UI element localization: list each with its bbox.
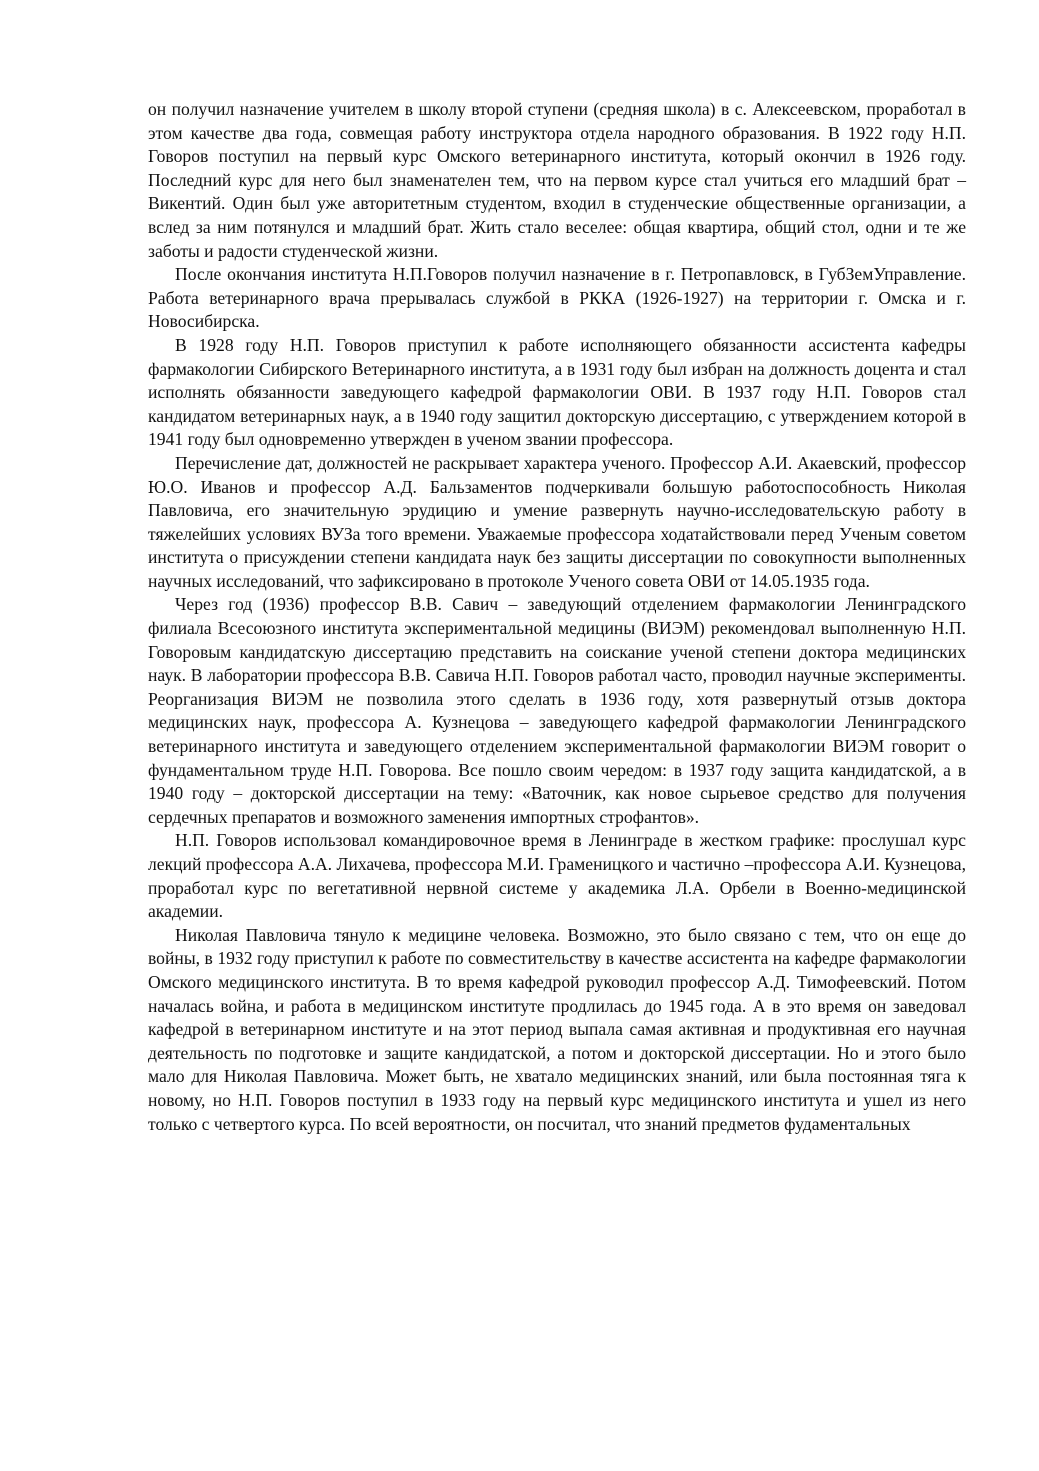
paragraph-4: Перечисление дат, должностей не раскрывает характера ученого. Профессор А.И. Акаевский, профессор Ю.О. Иванов и профессор А.Д. Бальзаментов подчеркивали большую работоспособность Николая Павловича, его значительную эрудицию и умение развернуть научно-исследовательскую работу в тяжелейших условиях ВУЗа того времени. Уважаемые профессора ходатайствовали перед Ученым советом института о присуждении степени кандидата наук без защиты диссертации по совокупности выполненных научных исследований, что зафиксировано в протоколе Ученого совета ОВИ от 14.05.1935 года. [148, 452, 966, 591]
paragraph-6: Н.П. Говоров использовал командировочное время в Ленинграде в жестком графике: прослушал курс лекций профессора А.А. Лихачева, профессора М.И. Граменицкого и частично –профессора А.И. Кузнецова, проработал курс по вегетативной нервной системе у академика Л.А. Орбели в Военно-медицинской академии. [148, 830, 966, 922]
paragraph-1: он получил назначение учителем в школу второй ступени (средняя школа) в с. Алексеевском, проработал в этом качестве два года, совмещая работу инструктора отдела народного образования. В 1922 году Н.П. Говоров поступил на первый курс Омского ветеринарного института, который окончил в 1926 году. Последний курс для него был знаменателен тем, что на первом курсе стал учиться его младший брат – Викентий. Один был уже авторитетным студентом, входил в студенческие общественные организации, а вслед за ним потянулся и младший брат. Жить стало веселее: общая квартира, общий стол, одни и те же заботы и радости студенческой жизни. [148, 99, 966, 261]
paragraph-7: Николая Павловича тянуло к медицине человека. Возможно, это было связано с тем, что он еще до войны, в 1932 году приступил к работе по совместительству в качестве ассистента на кафедре фармакологии Омского медицинского института. В то время кафедрой руководил профессор А.Д. Тимофеевский. Потом началась война, и работа в медицинском институте продлилась до 1945 года. А в это время он заведовал кафедрой в ветеринарном институте и на этот период выпала самая активная и продуктивная его научная деятельность по подготовке и защите кандидатской, а потом и докторской диссертации. Но и этого было мало для Николая Павловича. Может быть, не хватало медицинских знаний, или была постоянная тяга к новому, но Н.П. Говоров поступил в 1933 году на первый курс медицинского института и ушел из него только с четвертого курса. По всей вероятности, он посчитал, что знаний предметов фудаментальных [148, 924, 966, 1134]
document-page [148, 98, 966, 1136]
paragraph-2: После окончания института Н.П.Говоров получил назначение в г. Петропавловск, в ГубЗемУправление. Работа ветеринарного врача прерывалась службой в РККА (1926-1927) на территории г. Омска и г. Новосибирска. [148, 264, 966, 332]
paragraph-3: В 1928 году Н.П. Говоров приступил к работе исполняющего обязанности ассистента кафедры фармакологии Сибирского Ветеринарного института, а в 1931 году был избран на должность доцента и стал исполнять обязанности заведующего кафедрой фармакологии ОВИ. В 1937 году Н.П. Говоров стал кандидатом ветеринарных наук, а в 1940 году защитил докторскую диссертацию, с утверждением которой в 1941 году был одновременно утвержден в ученом звании профессора. [148, 334, 966, 450]
paragraph-5: Через год (1936) профессор В.В. Савич – заведующий отделением фармакологии Ленинградского филиала Всесоюзного института экспериментальной медицины (ВИЭМ) рекомендовал выполненную Н.П. Говоровым кандидатскую диссертацию представить на соискание ученой степени доктора медицинских наук. В лаборатории профессора В.В. Савича Н.П. Говоров работал часто, проводил научные эксперименты. Реорганизация ВИЭМ не позволила этого сделать в 1936 году, хотя развернутый отзыв доктора медицинских наук, профессора А. Кузнецова – заведующего кафедрой фармакологии Ленинградского ветеринарного института и заведующего отделением экспериментальной фармакологии ВИЭМ говорит о фундаментальном труде Н.П. Говорова. Все пошло своим чередом: в 1937 году защита кандидатской, а в 1940 году – докторской диссертации на тему: «Ваточник, как новое сырьевое средство для получения сердечных препаратов и возможного заменения импортных строфантов». [148, 594, 966, 827]
